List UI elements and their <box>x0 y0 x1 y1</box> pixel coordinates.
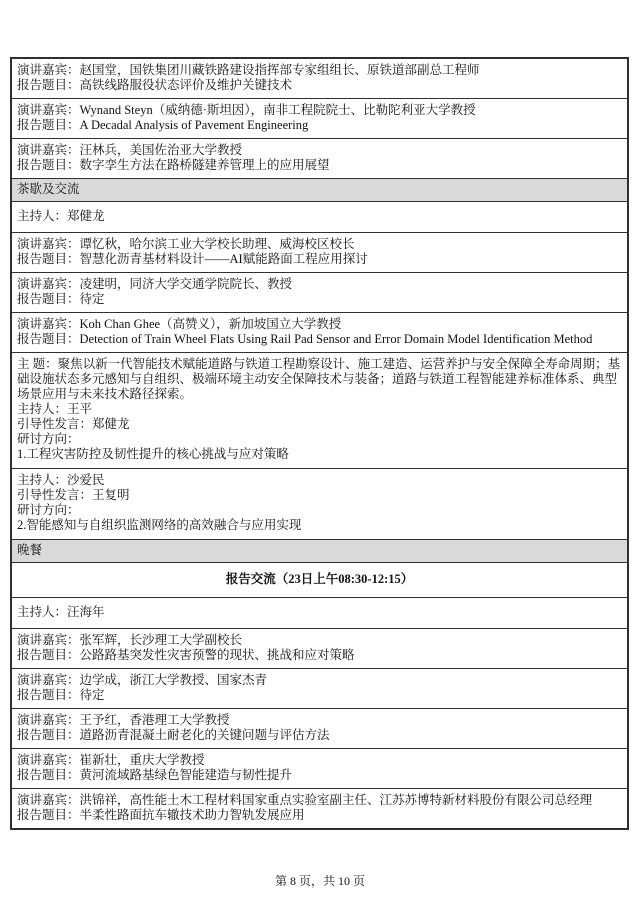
agenda-table <box>10 57 629 830</box>
speaker-row <box>12 669 627 709</box>
row-line: 2.智能感知与自组织监测网络的高效融合与应用实现 <box>17 518 302 532</box>
row-line: 报告题目：半柔性路面抗车辙技术助力智轨发展应用 <box>17 808 305 822</box>
speaker-row <box>12 313 627 353</box>
row-line: 茶歇及交流 <box>17 182 80 196</box>
row-line: 报告交流（23日上午08:30-12:15） <box>225 572 414 586</box>
row-line: 演讲嘉宾：边学成，浙江大学教授、国家杰青 <box>17 673 268 687</box>
row-line: 引导性发言：郑健龙 <box>17 417 130 431</box>
row-line: 演讲嘉宾：谭忆秋，哈尔滨工业大学校长助理、威海校区校长 <box>17 237 355 251</box>
row-line: 报告题目：A Decadal Analysis of Pavement Engineering <box>17 118 309 132</box>
row-line: 报告题目：智慧化沥青基材料设计——AI赋能路面工程应用探讨 <box>17 252 368 266</box>
row-line: 1.工程灾害防控及韧性提升的核心挑战与应对策略 <box>17 447 289 461</box>
speaker-row <box>12 139 627 179</box>
speaker-row <box>12 59 627 99</box>
row-line: 报告题目：高铁线路服役状态评价及维护关键技术 <box>17 78 293 92</box>
row-line: 报告题目：数字孪生方法在路桥隧建养管理上的应用展望 <box>17 158 330 172</box>
row-line: 主持人：王平 <box>17 402 93 416</box>
row-line: 演讲嘉宾：洪锦祥，高性能土木工程材料国家重点实验室副主任、江苏苏博特新材料股份有限公司总经理 <box>17 793 593 807</box>
row-line: 报告题目：Detection of Train Wheel Flats Using Rail Pad Sensor and Error Domain Model Identification Method <box>17 332 593 346</box>
speaker-row <box>12 273 627 313</box>
row-line: 演讲嘉宾：张军辉，长沙理工大学副校长 <box>17 633 243 647</box>
row-line: 研讨方向： <box>17 503 80 517</box>
row-line: 报告题目：道路沥青混凝土耐老化的关键问题与评估方法 <box>17 728 330 742</box>
panel-row <box>12 353 627 469</box>
row-line: 主持人：沙爱民 <box>17 473 105 487</box>
speaker-row <box>12 99 627 139</box>
row-line: 晚餐 <box>17 543 43 557</box>
row-line: 报告题目：待定 <box>17 688 105 702</box>
row-line: 报告题目：公路路基突发性灾害预警的现状、挑战和应对策略 <box>17 648 355 662</box>
row-line: 主持人：郑健龙 <box>17 209 105 223</box>
row-line: 演讲嘉宾：王予红，香港理工大学教授 <box>17 713 230 727</box>
row-line: 主 题：聚焦以新一代智能技术赋能道路与铁道工程勘察设计、施工建造、运营养护与安全保障全寿命周期；基础设施状态多元感知与自组织、极端环境主动安全保障技术与装备；道路与铁道工程智能建养标准体系、典型场景应用与未来技术路径探索。 <box>17 357 621 401</box>
row-line: 研讨方向： <box>17 432 80 446</box>
row-line: 演讲嘉宾：汪林兵，美国佐治亚大学教授 <box>17 143 243 157</box>
panel-row <box>12 469 627 540</box>
section-row <box>12 540 627 563</box>
section-row <box>12 179 627 202</box>
row-line: 演讲嘉宾：凌建明，同济大学交通学院院长、教授 <box>17 277 293 291</box>
row-line: 报告题目：待定 <box>17 292 105 306</box>
speaker-row <box>12 789 627 828</box>
page-number-footer: 第 8 页，共 10 页 <box>274 874 365 888</box>
speaker-row <box>12 749 627 789</box>
row-line: 演讲嘉宾：Koh Chan Ghee（高赞义），新加坡国立大学教授 <box>17 317 342 331</box>
row-line: 主持人：汪海年 <box>17 605 105 619</box>
host-row <box>12 598 627 629</box>
row-line: 引导性发言：王复明 <box>17 488 130 502</box>
session-row <box>12 563 627 598</box>
row-line: 报告题目：黄河流域路基绿色智能建造与韧性提升 <box>17 768 293 782</box>
host-row <box>12 202 627 233</box>
row-line: 演讲嘉宾：崔新壮，重庆大学教授 <box>17 753 205 767</box>
row-line: 演讲嘉宾：赵国堂，国铁集团川藏铁路建设指挥部专家组组长、原铁道部副总工程师 <box>17 63 480 77</box>
speaker-row <box>12 233 627 273</box>
row-line: 演讲嘉宾：Wynand Steyn（威纳德·斯坦因），南非工程院院士、比勒陀利亚大学教授 <box>17 103 476 117</box>
speaker-row <box>12 629 627 669</box>
speaker-row <box>12 709 627 749</box>
